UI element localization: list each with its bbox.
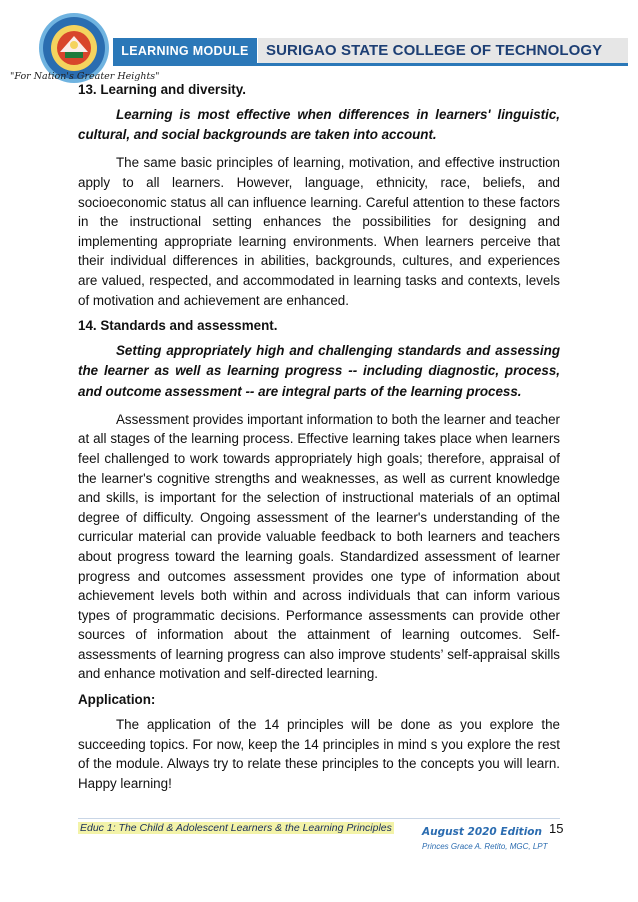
section-14-heading: 14. Standards and assessment. — [78, 318, 278, 334]
header-divider — [113, 63, 628, 66]
school-name-banner: SURIGAO STATE COLLEGE OF TECHNOLOGY — [258, 38, 628, 63]
learning-module-tag: LEARNING MODULE — [113, 38, 257, 63]
footer-edition: August 2020 Edition — [422, 826, 542, 838]
section-13-heading: 13. Learning and diversity. — [78, 82, 246, 97]
application-paragraph: The application of the 14 principles will be done as you explore the succeeding topics. For now, keep the 14 principles in mind s you explore the rest of the module. Always try to relate these principles to the concepts you will learn. Happy learning! — [78, 717, 560, 791]
page-body — [78, 82, 560, 801]
section-14-paragraph: Assessment provides important information to both the learner and teacher at all stages of the learning process. Effective learning takes place when learners feel challenged to work towards appropriately high goals; therefore, appraisal of the learner's cognitive strengths and weaknesses, as well as current knowledge and skills, is important for the selection of instructional materials of an optimal degree of difficulty. Ongoing assessment of the learner's understanding of the curricular material can provide valuable feedback to both learners and teachers about progress toward the learning goals. Standardized assessment of learner progress and outcomes assessment provides one type of information about achievement levels both within and across individuals that can inform various types of programmatic decisions. Performance assessments can provide other sources of information about the attainment of learning outcomes. Self-assessments of learning progress can also improve students’ self-appraisal skills and enhance motivation and self-directed learning. — [78, 411, 560, 682]
footer-course-title: Educ 1: The Child & Adolescent Learners & the Learning Principles — [80, 822, 392, 834]
college-motto: "For Nation's Greater Heights" — [10, 71, 160, 82]
footer-author: Princes Grace A. Retito, MGC, LPT — [422, 842, 548, 851]
application-heading: Application: — [78, 692, 156, 708]
footer-divider — [78, 818, 560, 819]
section-13-principle: Learning is most effective when differences in learners' linguistic, cultural, and social backgrounds are taken into account. — [78, 107, 560, 143]
page-number: 15 — [549, 821, 564, 836]
section-14-principle: Setting appropriately high and challenging standards and assessing the learner as well as learning progress -- including diagnostic, process, and outcome assessment -- are integral parts of the learning process. — [78, 343, 560, 399]
section-13-paragraph: The same basic principles of learning, motivation, and effective instruction apply to all learners. However, language, ethnicity, race, beliefs, and socioeconomic status all can influence learning. Careful attention to these factors in the instructional setting enhances the possibilities for designing and implementing appropriate learning environments. When learners perceive that their individual differences in abilities, backgrounds, cultures, and experiences are valued, respected, and accommodated in learning tasks and contexts, levels of motivation and achievement are enhanced. — [78, 155, 560, 308]
